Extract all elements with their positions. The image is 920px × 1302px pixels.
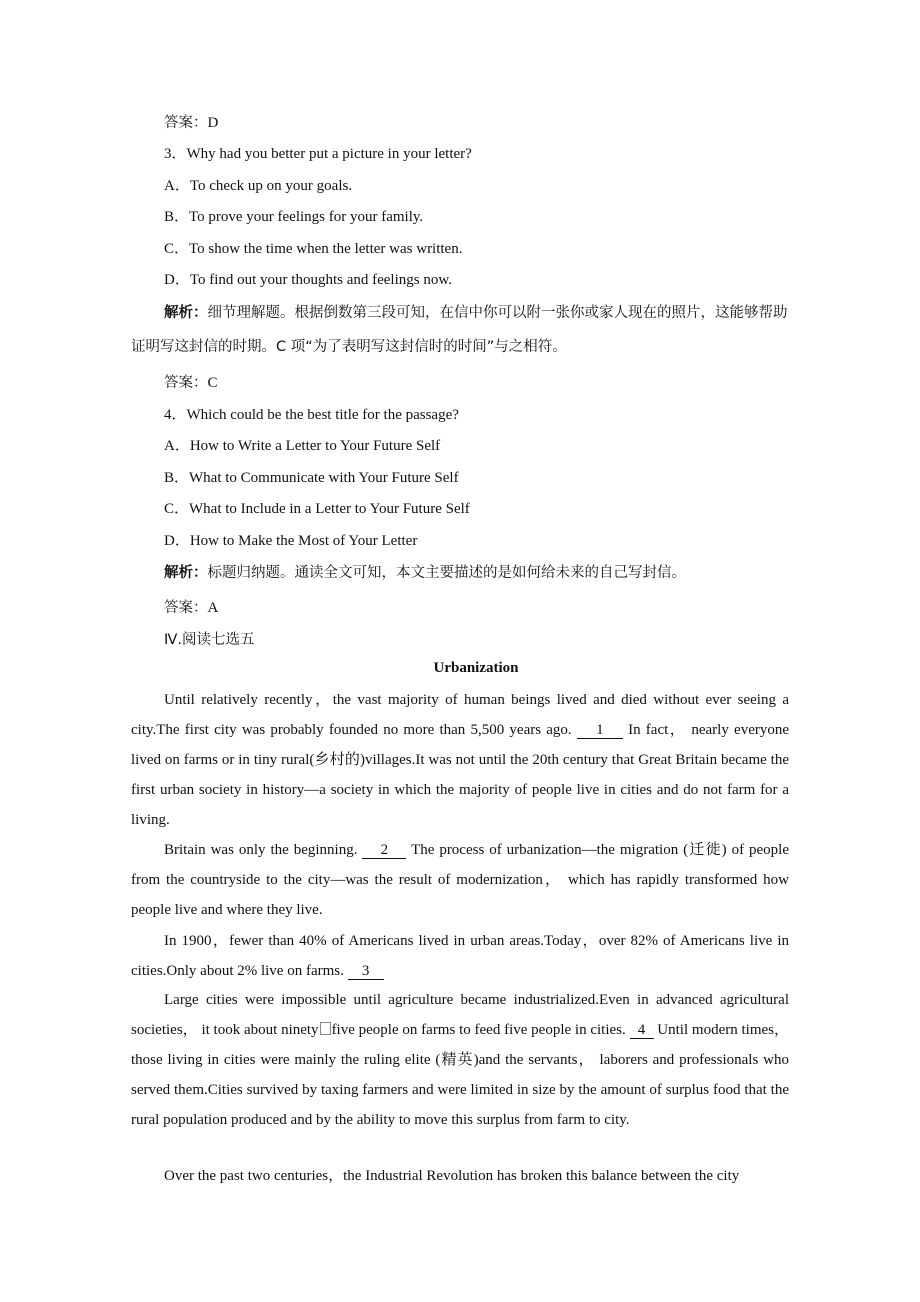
blank-4[interactable]: 4 (630, 1022, 654, 1039)
q4-option-c: C．What to Include in a Letter to Your Future Self (164, 501, 470, 517)
passage-paragraph-2 (131, 835, 789, 925)
q2-answer (164, 113, 218, 133)
q3-question: 3．Why had you better put a picture in your letter? (164, 146, 472, 162)
paragraph-text: Large cities were impossible until agriculture became industrialized.Even in advanced agricultural societies， it took about ninety (131, 992, 789, 1038)
section-heading: Ⅳ.阅读七选五 (164, 632, 255, 648)
q3-answer (164, 373, 218, 393)
missing-glyph-icon (320, 1022, 331, 1035)
paragraph-text: Until relatively recently，the vast majority of human beings lived and died without ever seeing a city.The first city was probably founded no more than 5,500 years ago. (131, 692, 789, 738)
paragraph-text: In 1900，fewer than 40% of Americans lived in urban areas.Today，over 82% of Americans live in cities.Only about 2% live on farms. (131, 933, 789, 979)
q4-option-d: D．How to Make the Most of Your Letter (164, 533, 418, 549)
paragraph-text: The process of urbanization—the migration (迁徙) of people from the countryside to the city—was the result of modernization， which has rapidly transformed how people live and where they live. (131, 842, 790, 918)
analysis-text: 标题归纳题。通读全文可知，本文主要描述的是如何给未来的自己写封信。 (207, 565, 686, 581)
passage-paragraph-1 (131, 685, 789, 835)
paragraph-text: In fact， nearly everyone lived on farms or in tiny rural(乡村的)villages.It was not until the 20th century that Great Britain became the first urban society in history—a society in which the majority of people live in cities and do not farm for a living. (131, 722, 790, 828)
q4-option-a: A．How to Write a Letter to Your Future Self (164, 438, 441, 454)
q4-answer (164, 598, 218, 618)
passage-paragraph-4 (131, 985, 789, 1135)
analysis-label: 解析： (164, 565, 208, 581)
analysis-label: 解析： (164, 305, 208, 321)
q3-option-c: C．To show the time when the letter was written. (164, 241, 463, 257)
answer-label: 答案： (164, 115, 208, 131)
q4-question: 4．Which could be the best title for the passage? (164, 407, 459, 423)
analysis-text: 细节理解题。根据倒数第三段可知，在信中你可以附一张你或家人现在的照片，这能够帮助证明写这封信的时期。C 项“为了表明写这封信时的时间”与之相符。 (131, 305, 788, 355)
q3-option-b: B．To prove your feelings for your family. (164, 209, 424, 225)
q3-option-d: D．To find out your thoughts and feelings now. (164, 272, 452, 288)
paragraph-text: Over the past two centuries，the Industrial Revolution has broken this balance between the city (164, 1168, 740, 1184)
q4-analysis (164, 563, 686, 583)
passage-title: Urbanization (433, 660, 519, 676)
paragraph-text: five people on farms to feed five people in cities. (331, 1022, 626, 1038)
passage-paragraph-3 (131, 926, 789, 986)
answer-label: 答案： (164, 600, 208, 616)
q4-option-b: B．What to Communicate with Your Future Self (164, 470, 459, 486)
passage-paragraph-5 (131, 1161, 789, 1191)
answer-label: 答案： (164, 375, 208, 391)
blank-3[interactable]: 3 (348, 963, 384, 980)
q3-analysis (131, 296, 789, 364)
paragraph-text: Britain was only the beginning. (164, 842, 358, 858)
answer-value: C (207, 375, 218, 391)
q3-option-a: A．To check up on your goals. (164, 178, 353, 194)
blank-2[interactable]: 2 (362, 842, 406, 859)
answer-value: D (207, 115, 219, 131)
blank-1[interactable]: 1 (577, 722, 623, 739)
answer-value: A (207, 600, 219, 616)
paragraph-text: Until modern times， those living in cities were mainly the ruling elite (精英)and the servants， laborers and professionals who served them.Cities survived by taxing farmers and were limited in size by the amount of surplus food that the rural population produced and by the ability to move this surplus from farm to city. (131, 1022, 789, 1128)
